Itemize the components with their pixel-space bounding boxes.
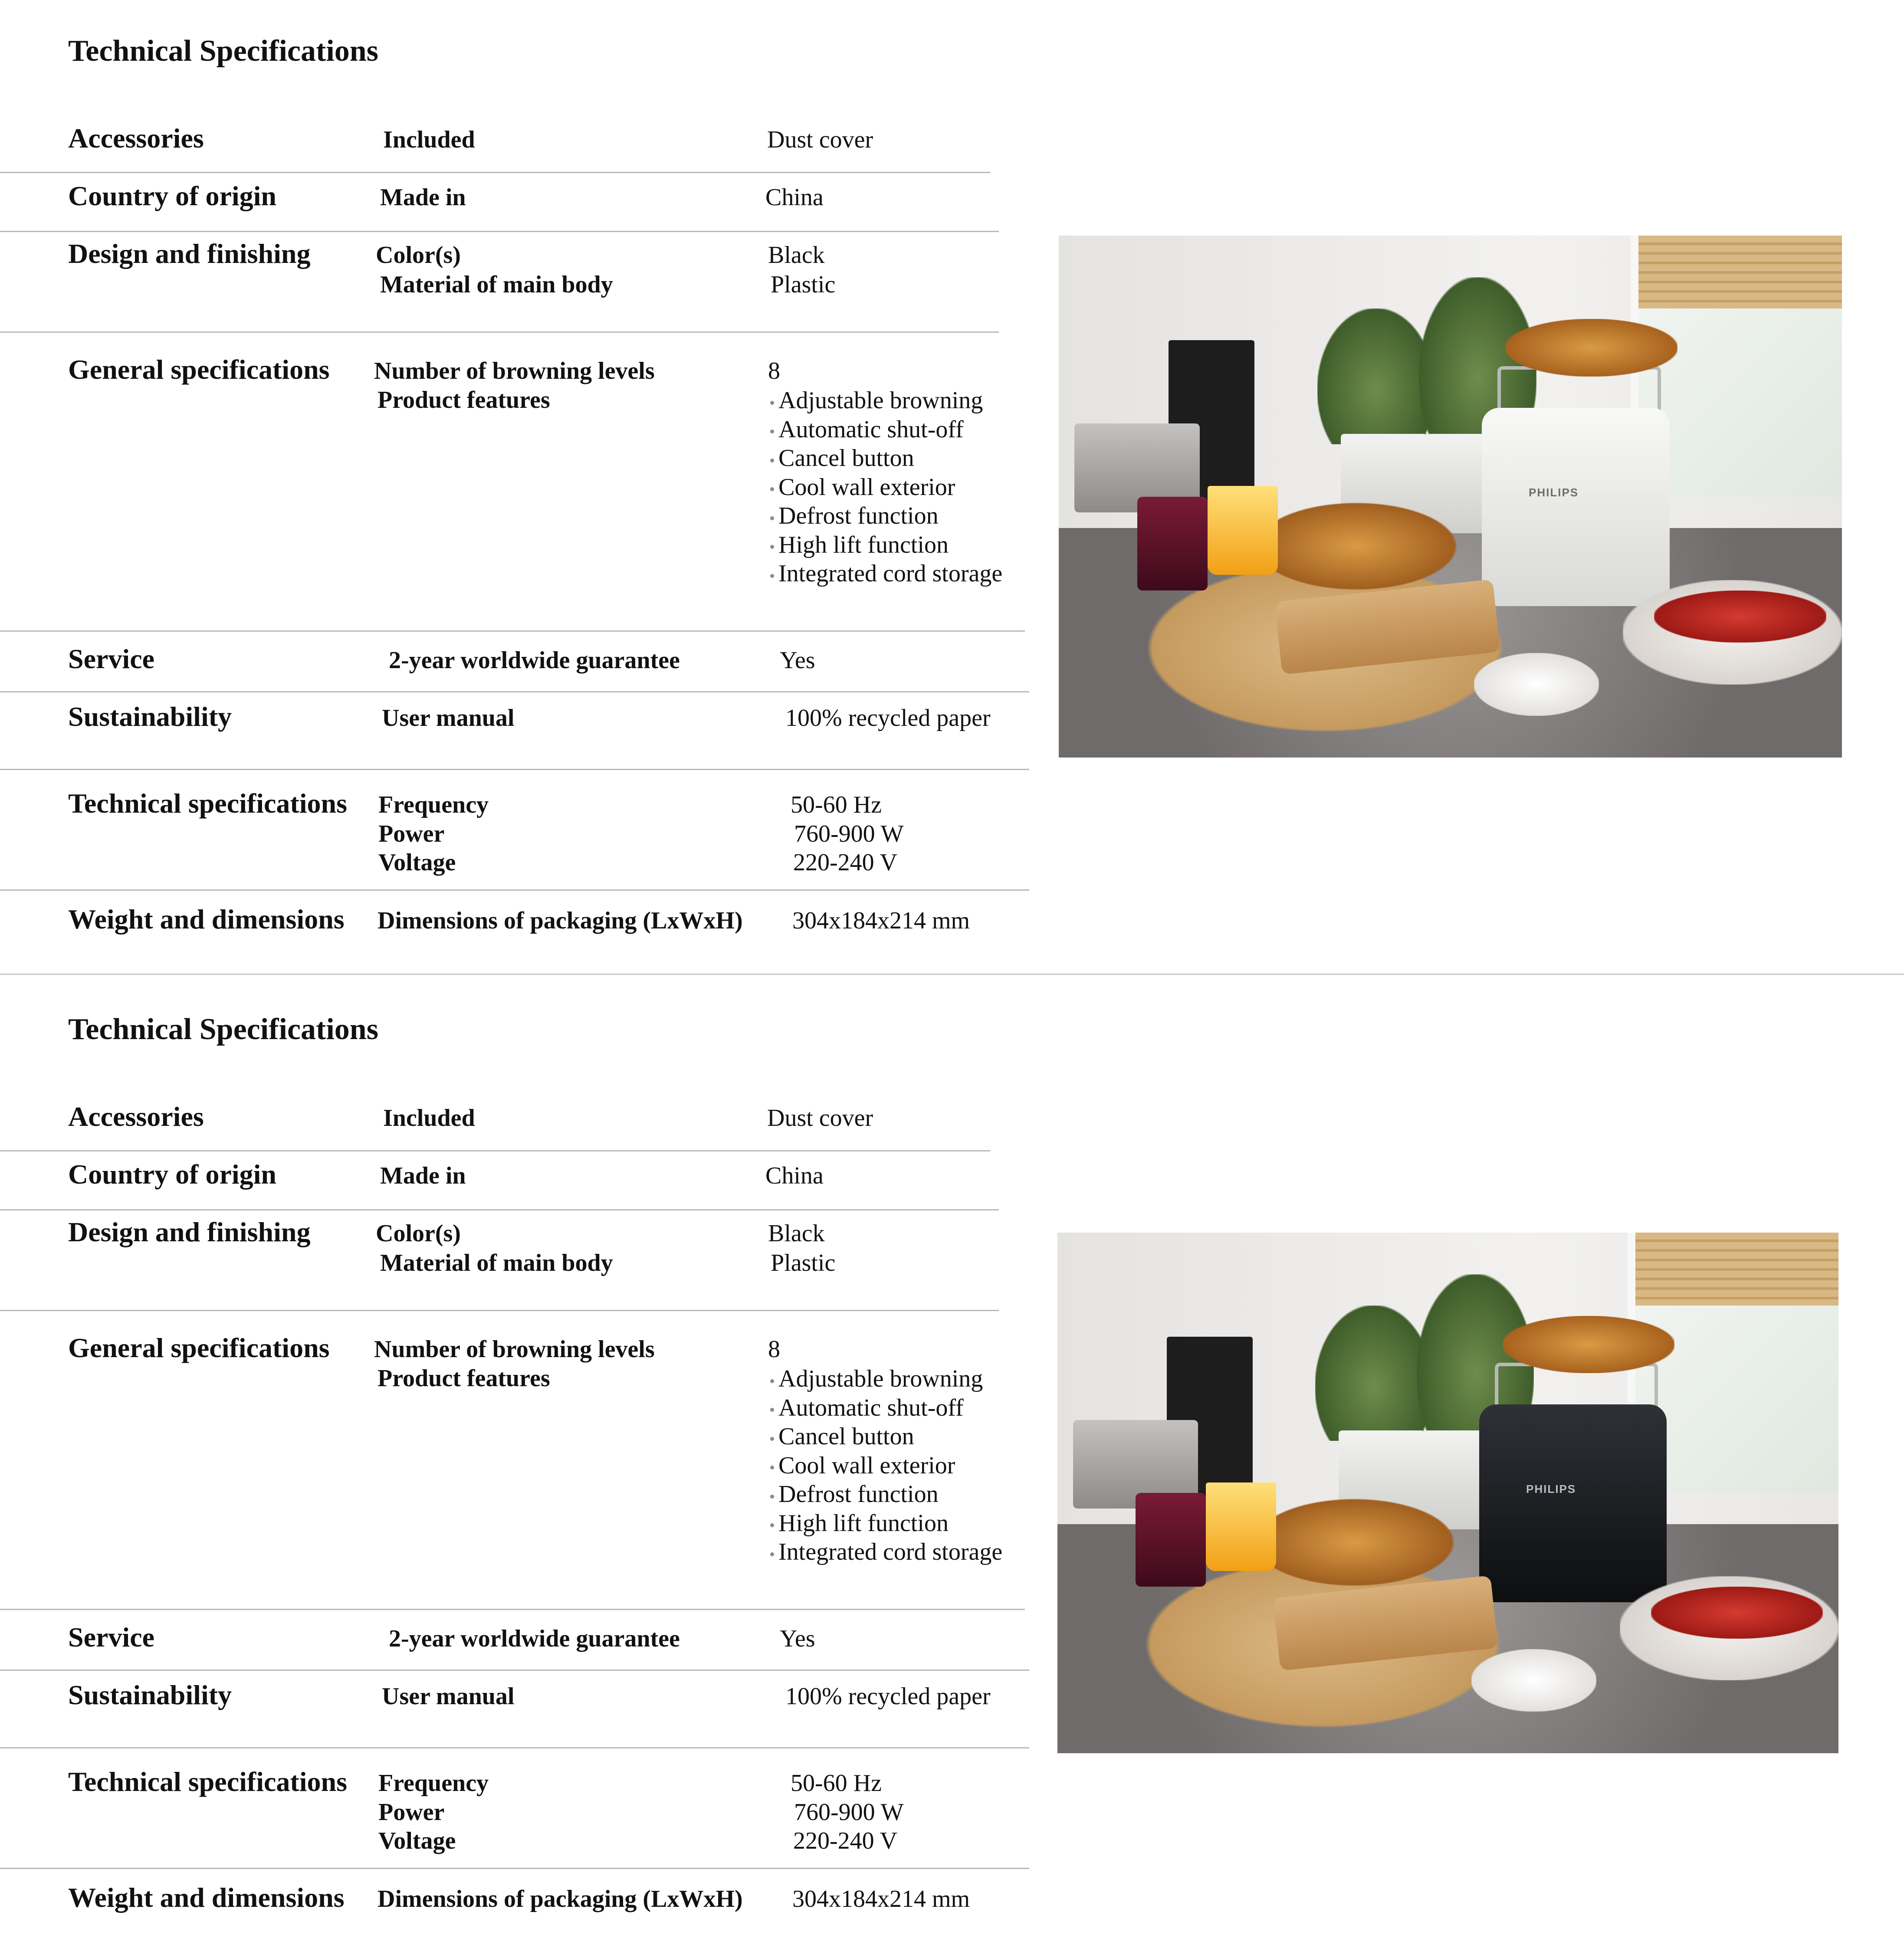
row-divider	[0, 769, 1029, 770]
category-general-specifications: General specifications	[68, 354, 330, 385]
row-divider	[0, 1868, 1029, 1869]
category-weight-and-dimensions: Weight and dimensions	[68, 904, 345, 935]
value-user-manual: 100% recycled paper	[785, 1683, 991, 1710]
bullet-icon	[770, 401, 774, 405]
label-product-features: Product features	[378, 1365, 550, 1392]
label-colors: Color(s)	[376, 1220, 461, 1247]
label-power: Power	[378, 1799, 445, 1826]
category-accessories: Accessories	[68, 1101, 204, 1132]
spec-panel-white-toaster	[0, 0, 1904, 976]
row-divider	[0, 1747, 1029, 1748]
value-material: Plastic	[771, 271, 836, 298]
spec-title: Technical Specifications	[68, 1013, 378, 1046]
product-features-list	[770, 386, 1002, 588]
product-features-list	[770, 1364, 1002, 1567]
label-voltage: Voltage	[378, 849, 456, 876]
value-frequency: 50-60 Hz	[791, 1770, 882, 1797]
row-divider	[0, 172, 990, 173]
list-item: Cool wall exterior	[770, 1451, 1002, 1480]
row-divider	[0, 1150, 990, 1151]
list-item: Automatic shut-off	[770, 1394, 1002, 1423]
list-item: Defrost function	[770, 1480, 1002, 1509]
value-material: Plastic	[771, 1250, 836, 1276]
label-included: Included	[383, 126, 475, 153]
value-packaging-dimensions: 304x184x214 mm	[792, 907, 970, 934]
value-packaging-dimensions: 304x184x214 mm	[792, 1886, 970, 1912]
bullet-icon	[770, 1408, 774, 1412]
value-made-in: China	[765, 1162, 824, 1189]
bullet-icon	[770, 1379, 774, 1383]
label-guarantee: 2-year worldwide guarantee	[389, 1625, 680, 1652]
list-item: Automatic shut-off	[770, 415, 1002, 444]
row-divider	[0, 630, 1025, 632]
value-frequency: 50-60 Hz	[791, 791, 882, 818]
value-made-in: China	[765, 184, 824, 211]
category-country-of-origin: Country of origin	[68, 180, 276, 211]
list-item: Cool wall exterior	[770, 473, 1002, 502]
row-divider	[0, 1310, 999, 1311]
list-item: Integrated cord storage	[770, 1538, 1002, 1567]
row-divider	[0, 889, 1029, 891]
bullet-icon	[770, 1552, 774, 1556]
value-included: Dust cover	[767, 126, 873, 153]
label-material: Material of main body	[380, 1250, 613, 1276]
bullet-icon	[770, 516, 774, 520]
category-service: Service	[68, 643, 154, 674]
value-colors: Black	[768, 242, 825, 269]
bullet-icon	[770, 1437, 774, 1441]
bullet-icon	[770, 1523, 774, 1527]
label-user-manual: User manual	[382, 1683, 515, 1710]
category-design-and-finishing: Design and finishing	[68, 1217, 311, 1247]
product-photo-black-toaster	[1057, 1233, 1838, 1753]
spec-title: Technical Specifications	[68, 34, 378, 68]
label-power: Power	[378, 820, 445, 847]
category-sustainability: Sustainability	[68, 701, 232, 732]
brand-logo: PHILIPS	[1529, 486, 1579, 499]
bullet-icon	[770, 574, 774, 578]
row-divider	[0, 1609, 1025, 1610]
list-item: Defrost function	[770, 502, 1002, 531]
value-colors: Black	[768, 1220, 825, 1247]
label-browning-levels: Number of browning levels	[374, 357, 655, 384]
list-item: Integrated cord storage	[770, 559, 1002, 588]
value-power: 760-900 W	[794, 1799, 904, 1826]
row-divider	[0, 231, 999, 232]
list-item: Cancel button	[770, 1422, 1002, 1451]
label-colors: Color(s)	[376, 242, 461, 269]
category-technical-specifications: Technical specifications	[68, 788, 347, 819]
label-made-in: Made in	[380, 1162, 466, 1189]
label-guarantee: 2-year worldwide guarantee	[389, 647, 680, 674]
row-divider	[0, 691, 1029, 692]
category-sustainability: Sustainability	[68, 1679, 232, 1710]
label-included: Included	[383, 1105, 475, 1132]
category-accessories: Accessories	[68, 123, 204, 154]
label-browning-levels: Number of browning levels	[374, 1336, 655, 1363]
value-power: 760-900 W	[794, 820, 904, 847]
product-photo-white-toaster	[1059, 236, 1842, 758]
category-service: Service	[68, 1622, 154, 1653]
category-country-of-origin: Country of origin	[68, 1159, 276, 1190]
list-item: Cancel button	[770, 444, 1002, 473]
brand-logo: PHILIPS	[1526, 1482, 1576, 1496]
value-included: Dust cover	[767, 1105, 873, 1132]
value-user-manual: 100% recycled paper	[785, 705, 991, 731]
list-item: Adjustable browning	[770, 386, 1002, 415]
label-user-manual: User manual	[382, 705, 515, 731]
value-guarantee: Yes	[780, 647, 815, 674]
value-voltage: 220-240 V	[793, 1827, 898, 1854]
row-divider	[0, 1669, 1029, 1671]
bullet-icon	[770, 545, 774, 549]
list-item: High lift function	[770, 1509, 1002, 1538]
spec-panel-black-toaster	[0, 978, 1904, 1955]
row-divider	[0, 1209, 999, 1210]
label-product-features: Product features	[378, 387, 550, 413]
category-technical-specifications: Technical specifications	[68, 1766, 347, 1797]
bullet-icon	[770, 487, 774, 491]
label-voltage: Voltage	[378, 1827, 456, 1854]
bullet-icon	[770, 1466, 774, 1469]
value-guarantee: Yes	[780, 1625, 815, 1652]
label-frequency: Frequency	[378, 791, 489, 818]
value-browning-levels: 8	[768, 357, 780, 384]
list-item: High lift function	[770, 531, 1002, 560]
label-material: Material of main body	[380, 271, 613, 298]
bullet-icon	[770, 430, 774, 433]
category-general-specifications: General specifications	[68, 1332, 330, 1363]
value-browning-levels: 8	[768, 1336, 780, 1363]
label-made-in: Made in	[380, 184, 466, 211]
label-packaging-dimensions: Dimensions of packaging (LxWxH)	[378, 907, 743, 934]
value-voltage: 220-240 V	[793, 849, 898, 876]
row-divider	[0, 331, 999, 333]
label-packaging-dimensions: Dimensions of packaging (LxWxH)	[378, 1886, 743, 1912]
category-design-and-finishing: Design and finishing	[68, 238, 311, 269]
bullet-icon	[770, 1495, 774, 1499]
label-frequency: Frequency	[378, 1770, 489, 1797]
bullet-icon	[770, 459, 774, 462]
panel-divider	[0, 974, 1904, 975]
category-weight-and-dimensions: Weight and dimensions	[68, 1882, 345, 1913]
list-item: Adjustable browning	[770, 1364, 1002, 1394]
